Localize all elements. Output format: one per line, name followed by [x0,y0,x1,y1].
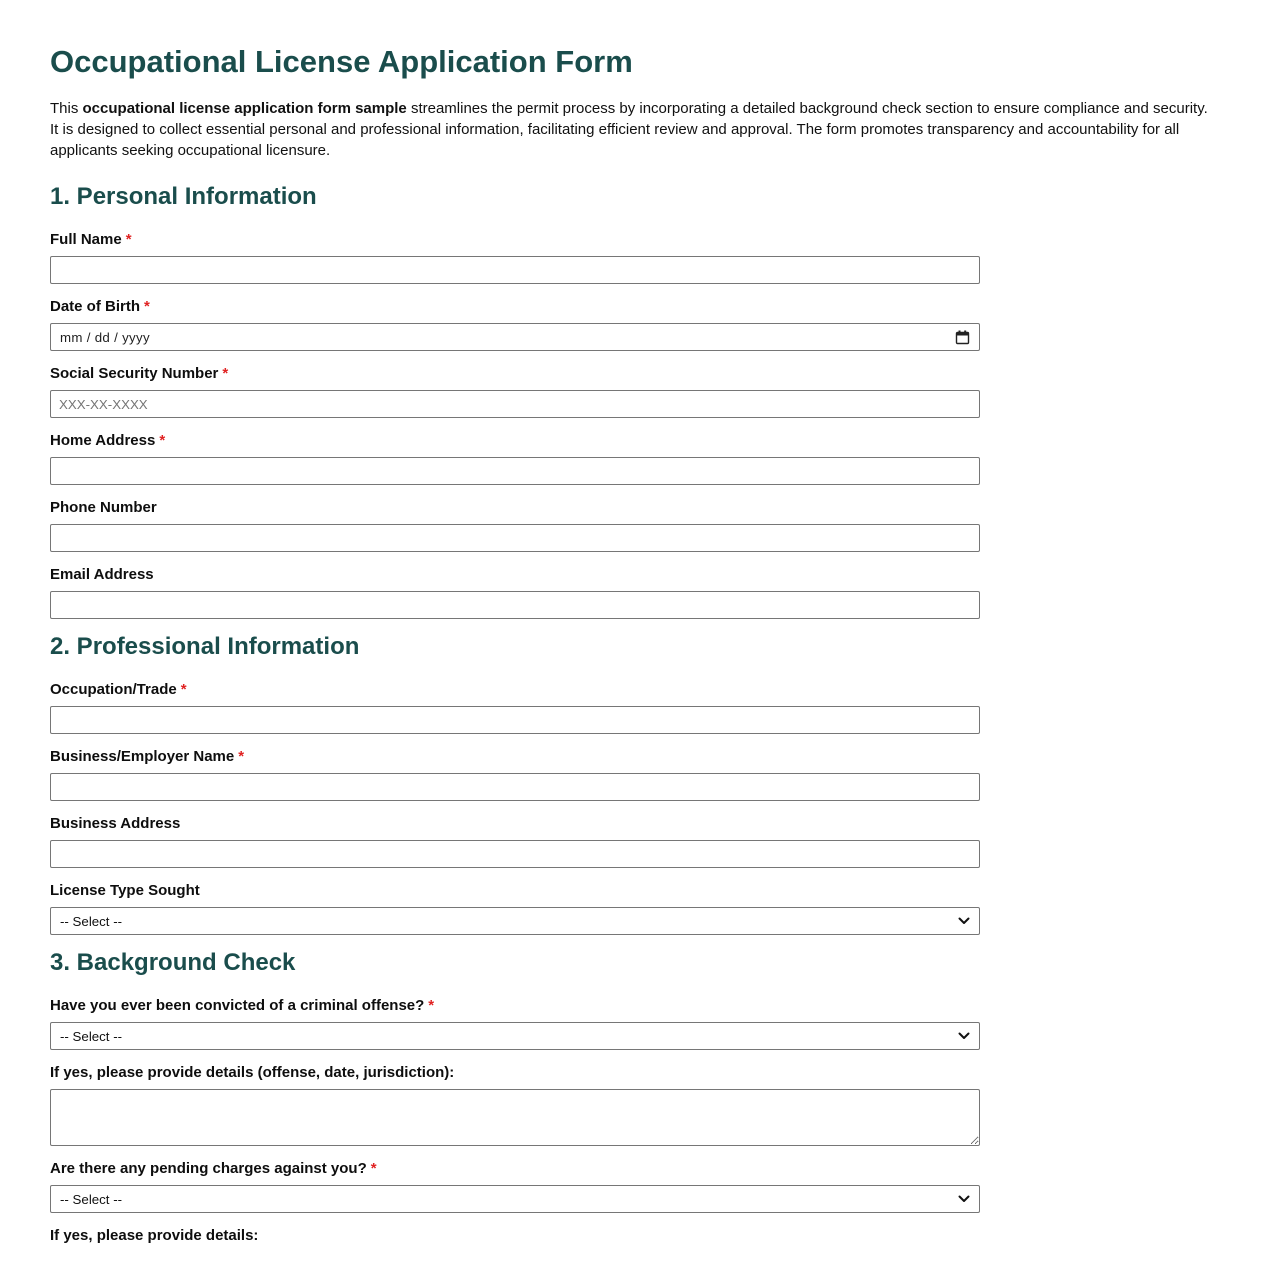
select-value: -- Select -- [60,913,123,929]
label-text: If yes, please provide details: [50,1227,259,1244]
field-pending-details [50,1227,980,1244]
phone-number-input[interactable] [50,524,980,552]
calendar-icon[interactable] [955,330,970,345]
field-business-employer-name [50,748,980,801]
label-text: Phone Number [50,499,157,516]
full-name-input[interactable] [50,256,980,284]
label-text: Are there any pending charges against you? [50,1160,367,1177]
label-text: Date of Birth [50,298,140,315]
required-asterisk: * [428,997,435,1014]
date-of-birth-label [50,298,980,315]
page-title: Occupational License Application Form [50,44,633,79]
label-text: Home Address [50,432,156,449]
label-text: Business Address [50,815,181,832]
convicted-offense-label [50,997,980,1014]
pending-charges-select[interactable] [50,1185,980,1213]
required-asterisk: * [144,298,150,315]
required-asterisk: * [125,231,132,248]
license-type-select[interactable] [50,907,980,935]
phone-number-label [50,499,980,516]
field-occupation-trade [50,681,980,734]
business-employer-name-label [50,748,980,765]
required-asterisk: * [370,1160,377,1177]
label-text: License Type Sought [50,882,200,899]
home-address-label [50,432,980,449]
required-asterisk: * [159,432,166,449]
intro-bold: occupational license application form sample [82,100,407,117]
ssn-input[interactable] [50,390,980,418]
label-text: If yes, please provide details (offense, date, jurisdiction): [50,1064,455,1081]
chevron-down-icon [958,1032,970,1040]
select-value: -- Select -- [60,1028,123,1044]
section-heading-background-check: 3. Background Check [50,949,296,976]
field-conviction-details [50,1064,980,1146]
intro-suffix: streamlines the permit process by incorporating a detailed background check section to ensure compliance and security. It is designed to collect essential personal and professional information, facilitating efficient review and approval. The form promotes transparency and accountability for all applicants seeking occupational licensure. [50,100,1208,159]
field-ssn [50,365,980,418]
chevron-down-icon [958,917,970,925]
intro-prefix: This [50,100,83,117]
label-text: Business/Employer Name [50,748,235,765]
business-address-input[interactable] [50,840,980,868]
field-email-address [50,566,980,619]
required-asterisk: * [238,748,245,765]
field-full-name [50,231,980,284]
select-value: -- Select -- [60,1191,123,1207]
field-pending-charges [50,1160,980,1213]
intro-paragraph [50,98,1213,161]
chevron-down-icon [958,1195,970,1203]
section-heading-professional-information: 2. Professional Information [50,633,360,660]
field-license-type-sought [50,882,980,935]
field-date-of-birth [50,298,980,351]
field-phone-number [50,499,980,552]
home-address-input[interactable] [50,457,980,485]
label-text: Have you ever been convicted of a criminal offense? [50,997,425,1014]
full-name-label [50,231,980,248]
pending-charges-label [50,1160,980,1177]
conviction-details-label [50,1064,980,1081]
email-address-label [50,566,980,583]
business-address-label [50,815,980,832]
pending-details-label [50,1227,980,1244]
label-text: Full Name [50,231,122,248]
date-of-birth-input[interactable] [50,323,980,351]
section-heading-personal-information: 1. Personal Information [50,183,317,210]
ssn-label [50,365,980,382]
field-convicted-offense [50,997,980,1050]
required-asterisk: * [180,681,187,698]
label-text: Email Address [50,566,154,583]
business-employer-name-input[interactable] [50,773,980,801]
date-placeholder: mm / dd / yyyy [60,329,150,345]
label-text: Occupation/Trade [50,681,177,698]
occupation-trade-label [50,681,980,698]
field-business-address [50,815,980,868]
required-asterisk: * [222,365,229,382]
conviction-details-textarea[interactable] [50,1089,980,1146]
license-type-sought-label [50,882,980,899]
convicted-offense-select[interactable] [50,1022,980,1050]
label-text: Social Security Number [50,365,219,382]
email-address-input[interactable] [50,591,980,619]
occupation-trade-input[interactable] [50,706,980,734]
form-column [50,231,980,1244]
field-home-address [50,432,980,485]
